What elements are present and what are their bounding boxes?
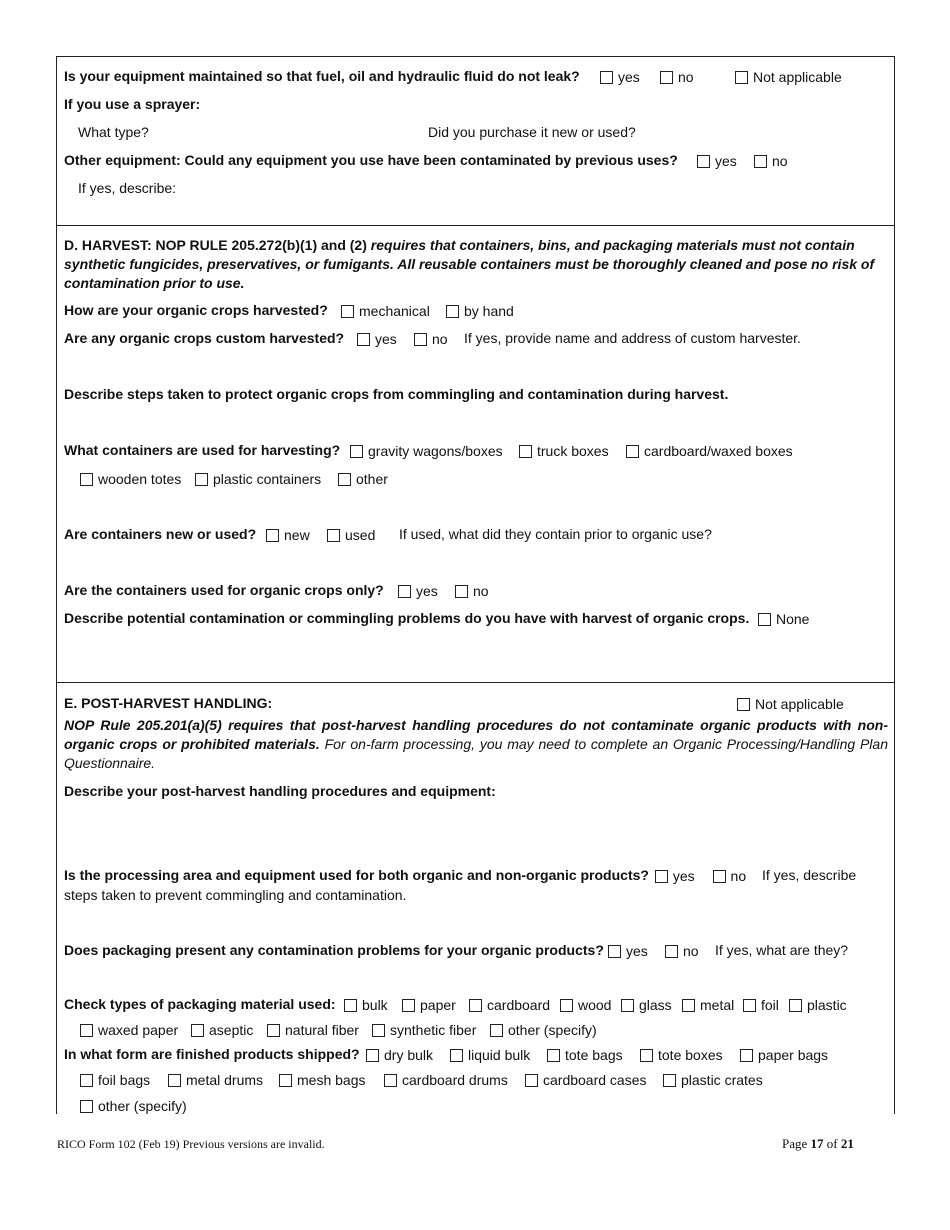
checkbox[interactable] — [547, 1049, 560, 1062]
checkbox[interactable] — [655, 870, 668, 883]
container-truck-boxes[interactable]: truck boxes — [519, 443, 609, 460]
material-wood[interactable]: wood — [560, 997, 611, 1014]
checkbox[interactable] — [446, 305, 459, 318]
checkbox[interactable] — [344, 999, 357, 1012]
material-cardboard[interactable]: cardboard — [469, 997, 550, 1014]
shipped-dry-bulk[interactable]: dry bulk — [366, 1047, 433, 1064]
material-bulk[interactable]: bulk — [344, 997, 388, 1014]
material-foil[interactable]: foil — [743, 997, 779, 1014]
protect-question: Describe steps taken to protect organic crops from commingling and contamination during harvest. — [64, 386, 729, 402]
post-harvest-heading: E. POST-HARVEST HANDLING: — [64, 695, 273, 711]
shipped-other[interactable]: other (specify) — [80, 1098, 187, 1115]
post-harvest-describe-question: Describe your post-harvest handling procedures and equipment: — [64, 783, 496, 799]
checkbox[interactable] — [357, 333, 370, 346]
container-plastic[interactable]: plastic containers — [195, 471, 321, 488]
checkbox[interactable] — [665, 945, 678, 958]
harvest-method-mechanical[interactable]: mechanical — [341, 303, 430, 320]
processing-area-yes[interactable]: yes — [655, 867, 695, 886]
harvest-method-question: How are your organic crops harvested? — [64, 302, 328, 318]
sprayer-type-label: What type? — [78, 124, 149, 140]
checkbox[interactable] — [713, 870, 726, 883]
checkbox[interactable] — [525, 1074, 538, 1087]
packaging-problems-no[interactable]: no — [665, 943, 699, 960]
checkbox[interactable] — [560, 999, 573, 1012]
container-wooden-totes[interactable]: wooden totes — [80, 471, 181, 488]
processing-area-question: Is the processing area and equipment used for both organic and non-organic products? — [64, 867, 649, 883]
checkbox[interactable] — [384, 1074, 397, 1087]
sprayer-heading: If you use a sprayer: — [64, 96, 201, 112]
other-equipment-describe-label: If yes, describe: — [78, 180, 177, 196]
other-equipment-question: Other equipment: Could any equipment you use have been contaminated by previous uses? — [64, 152, 678, 168]
custom-harvest-no[interactable]: no — [414, 331, 448, 348]
material-aseptic[interactable]: aseptic — [191, 1022, 253, 1039]
checkbox[interactable] — [350, 445, 363, 458]
processing-area-note: If yes, describe steps taken to prevent commingling and contamination. — [64, 867, 857, 903]
checkbox[interactable] — [469, 999, 482, 1012]
checkbox[interactable] — [338, 473, 351, 486]
section-divider — [56, 225, 895, 226]
organic-only-no[interactable]: no — [455, 583, 489, 600]
equipment-leak-yes[interactable]: yes — [600, 69, 640, 86]
processing-area-no[interactable]: no — [713, 867, 747, 886]
checkbox[interactable] — [740, 1049, 753, 1062]
checkbox[interactable] — [402, 999, 415, 1012]
checkbox[interactable] — [398, 585, 411, 598]
checkbox[interactable] — [366, 1049, 379, 1062]
container-other[interactable]: other — [338, 471, 388, 488]
shipped-plastic-crates[interactable]: plastic crates — [663, 1072, 763, 1089]
custom-harvest-question: Are any organic crops custom harvested? — [64, 330, 345, 346]
checkbox[interactable] — [279, 1074, 292, 1087]
packaging-problems-note: If yes, what are they? — [715, 942, 849, 958]
shipped-tote-boxes[interactable]: tote boxes — [640, 1047, 723, 1064]
checkbox[interactable] — [455, 585, 468, 598]
checkbox[interactable] — [737, 698, 750, 711]
material-paper[interactable]: paper — [402, 997, 456, 1014]
shipped-foil-bags[interactable]: foil bags — [80, 1072, 150, 1089]
shipped-cardboard-cases[interactable]: cardboard cases — [525, 1072, 647, 1089]
sprayer-new-used-label: Did you purchase it new or used? — [428, 124, 636, 140]
footer-page-number: Page 17 of 21 — [782, 1136, 854, 1151]
checkbox[interactable] — [450, 1049, 463, 1062]
custom-harvest-yes[interactable]: yes — [357, 331, 397, 348]
checkbox[interactable] — [80, 1100, 93, 1113]
container-gravity-wagons[interactable]: gravity wagons/boxes — [350, 443, 503, 460]
checkbox[interactable] — [743, 999, 756, 1012]
packaging-problems-question: Does packaging present any contamination problems for your organic products? — [64, 942, 604, 958]
organic-only-question: Are the containers used for organic crops only? — [64, 582, 384, 598]
checkbox[interactable] — [168, 1074, 181, 1087]
containers-new-used-question: Are containers new or used? — [64, 526, 257, 542]
checkbox[interactable] — [191, 1024, 204, 1037]
checkbox[interactable] — [608, 945, 621, 958]
equipment-leak-na[interactable]: Not applicable — [735, 69, 842, 86]
shipped-liquid-bulk[interactable]: liquid bulk — [450, 1047, 530, 1064]
harvest-heading: D. HARVEST: NOP RULE 205.272(b)(1) and (2) requires that containers, bins, and packaging materials must not contain synthetic fungicides, preservatives, or fumigants. All reusable containers must be thoroughly cleaned and pose no risk of contamination prior to use. — [64, 237, 875, 291]
checkbox[interactable] — [640, 1049, 653, 1062]
checkbox[interactable] — [80, 1074, 93, 1087]
harvest-method-by-hand[interactable]: by hand — [446, 303, 514, 320]
checkbox[interactable] — [490, 1024, 503, 1037]
material-natural-fiber[interactable]: natural fiber — [267, 1022, 359, 1039]
checkbox[interactable] — [80, 473, 93, 486]
checkbox[interactable] — [626, 445, 639, 458]
equipment-leak-no[interactable]: no — [660, 69, 694, 86]
containers-question: What containers are used for harvesting? — [64, 442, 341, 458]
packaging-material-question: Check types of packaging material used: — [64, 996, 336, 1012]
shipped-cardboard-drums[interactable]: cardboard drums — [384, 1072, 508, 1089]
checkbox[interactable] — [660, 71, 673, 84]
containers-used[interactable]: used — [327, 527, 375, 544]
container-cardboard-waxed[interactable]: cardboard/waxed boxes — [626, 443, 793, 460]
material-glass[interactable]: glass — [621, 997, 672, 1014]
other-equipment-yes[interactable]: yes — [697, 153, 737, 170]
material-synthetic-fiber[interactable]: synthetic fiber — [372, 1022, 476, 1039]
checkbox[interactable] — [266, 529, 279, 542]
processing-area-question-block — [64, 866, 864, 905]
containers-new[interactable]: new — [266, 527, 310, 544]
material-waxed-paper[interactable]: waxed paper — [80, 1022, 178, 1039]
material-other[interactable]: other (specify) — [490, 1022, 597, 1039]
shipped-tote-bags[interactable]: tote bags — [547, 1047, 623, 1064]
equipment-leak-question: Is your equipment maintained so that fuel, oil and hydraulic fluid do not leak? — [64, 68, 580, 84]
checkbox[interactable] — [697, 155, 710, 168]
harvest-problems-question: Describe potential contamination or commingling problems do you have with harvest of organic crops. — [64, 610, 750, 626]
checkbox[interactable] — [414, 333, 427, 346]
shipped-paper-bags[interactable]: paper bags — [740, 1047, 828, 1064]
section-divider — [56, 682, 895, 683]
checkbox[interactable] — [663, 1074, 676, 1087]
checkbox[interactable] — [267, 1024, 280, 1037]
footer-form-id: RICO Form 102 (Feb 19) Previous versions are invalid. — [57, 1137, 325, 1151]
checkbox[interactable] — [519, 445, 532, 458]
checkbox[interactable] — [341, 305, 354, 318]
checkbox[interactable] — [621, 999, 634, 1012]
checkbox[interactable] — [758, 613, 771, 626]
shipped-form-question: In what form are finished products shipped? — [64, 1046, 360, 1062]
material-plastic[interactable]: plastic — [789, 997, 847, 1014]
post-harvest-not-applicable[interactable]: Not applicable — [737, 696, 844, 713]
post-harvest-rule: NOP Rule 205.201(a)(5) requires that post-harvest handling procedures do not contaminate organic products with non-organic crops or prohibited materials. For on-farm processing, you may need to complete an Organic Processing/Handling Plan Questionnaire. — [64, 717, 888, 771]
material-metal[interactable]: metal — [682, 997, 734, 1014]
custom-harvest-note: If yes, provide name and address of custom harvester. — [464, 330, 801, 346]
containers-used-note: If used, what did they contain prior to organic use? — [399, 526, 712, 542]
packaging-problems-yes[interactable]: yes — [608, 943, 648, 960]
checkbox[interactable] — [600, 71, 613, 84]
other-equipment-no[interactable]: no — [754, 153, 788, 170]
checkbox[interactable] — [754, 155, 767, 168]
checkbox[interactable] — [80, 1024, 93, 1037]
organic-only-yes[interactable]: yes — [398, 583, 438, 600]
shipped-mesh-bags[interactable]: mesh bags — [279, 1072, 365, 1089]
checkbox[interactable] — [682, 999, 695, 1012]
checkbox[interactable] — [789, 999, 802, 1012]
checkbox[interactable] — [372, 1024, 385, 1037]
harvest-problems-none[interactable]: None — [758, 611, 809, 628]
checkbox[interactable] — [195, 473, 208, 486]
checkbox[interactable] — [327, 529, 340, 542]
checkbox[interactable] — [735, 71, 748, 84]
shipped-metal-drums[interactable]: metal drums — [168, 1072, 263, 1089]
